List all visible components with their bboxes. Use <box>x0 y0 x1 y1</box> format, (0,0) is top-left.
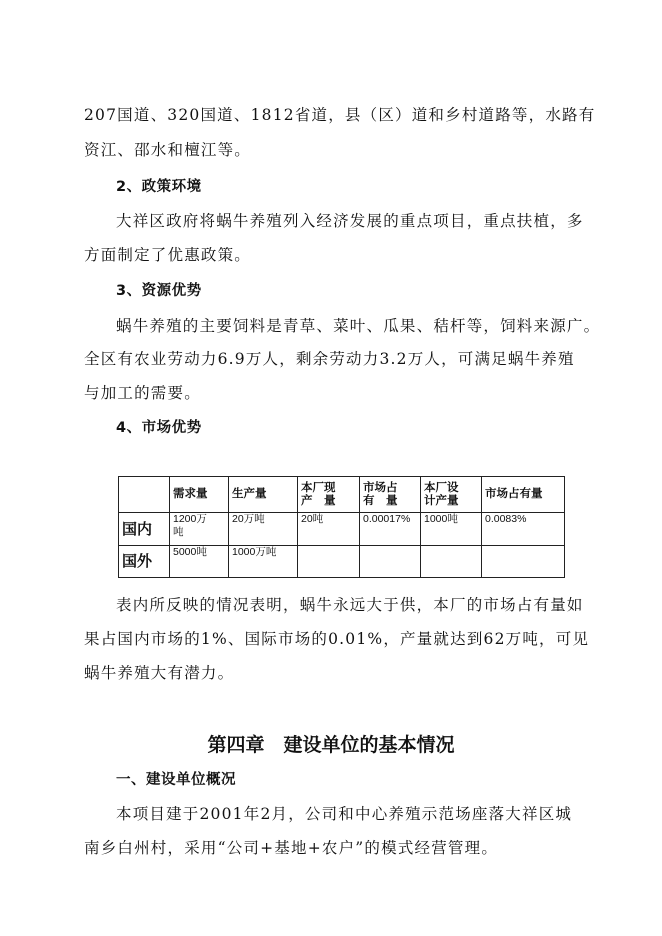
analysis-line-2: 果占国内市场的1%、国际市场的0.01%，产量就达到62万吨，可见 <box>84 630 590 648</box>
chapter4-line-2: 南乡白州村，采用“公司+基地+农户”的模式经营管理。 <box>84 839 499 857</box>
header-share-total: 市场占有量 <box>482 477 565 513</box>
table-row <box>119 513 565 546</box>
foreign-share-total <box>482 546 565 578</box>
domestic-own-current: 20吨 <box>298 513 360 546</box>
domestic-demand-line-1: 1200万 <box>173 513 207 525</box>
header-share <box>360 477 421 513</box>
foreign-own-current <box>298 546 360 578</box>
header-demand: 需求量 <box>170 477 229 513</box>
row-label-foreign: 国外 <box>119 546 170 578</box>
resource-line-2: 全区有农业劳动力6.9万人，剩余劳动力3.2万人，可满足蜗牛养殖 <box>84 350 575 368</box>
analysis-line-1: 表内所反映的情况表明，蜗牛永远大于供，本厂的市场占有量如 <box>116 596 584 614</box>
header-share-line-2: 有 量 <box>363 494 398 507</box>
domestic-share: 0.00017% <box>360 513 421 546</box>
foreign-production: 1000万吨 <box>229 546 298 578</box>
header-own-design-line-2: 计产量 <box>424 494 459 507</box>
domestic-demand <box>170 513 229 546</box>
header-own-current-line-2: 产 量 <box>301 494 336 507</box>
table-row <box>119 546 565 578</box>
foreign-own-design <box>421 546 482 578</box>
header-production: 生产量 <box>229 477 298 513</box>
section-1-heading: 一、建设单位概况 <box>116 772 236 788</box>
market-heading: 4、市场优势 <box>116 420 202 436</box>
table-corner-cell <box>119 477 170 513</box>
header-own-current <box>298 477 360 513</box>
domestic-production: 20万吨 <box>229 513 298 546</box>
domestic-own-design: 1000吨 <box>421 513 482 546</box>
chapter-title: 第四章 建设单位的基本情况 <box>207 734 455 756</box>
row-label-domestic: 国内 <box>119 513 170 546</box>
domestic-share-total: 0.0083% <box>482 513 565 546</box>
foreign-demand: 5000吨 <box>170 546 229 578</box>
transport-line-1: 207国道、320国道、1812省道，县（区）道和乡村道路等，水路有 <box>84 106 596 124</box>
foreign-share <box>360 546 421 578</box>
analysis-line-3: 蜗牛养殖大有潜力。 <box>84 664 235 682</box>
policy-line-1: 大祥区政府将蜗牛养殖列入经济发展的重点项目，重点扶植，多 <box>116 212 584 230</box>
header-own-current-line-1: 本厂现 <box>301 481 336 494</box>
chapter4-line-1: 本项目建于2001年2月，公司和中心养殖示范场座落大祥区城 <box>116 805 573 823</box>
resource-line-1: 蜗牛养殖的主要饲料是青草、菜叶、瓜果、秸杆等，饲料来源广。 <box>116 317 601 335</box>
transport-line-2: 资江、邵水和檀江等。 <box>84 141 252 159</box>
policy-heading: 2、政策环境 <box>116 179 202 195</box>
resource-line-3: 与加工的需要。 <box>84 384 201 402</box>
domestic-demand-line-2: 吨 <box>173 526 184 538</box>
header-share-line-1: 市场占 <box>363 481 398 494</box>
resource-heading: 3、资源优势 <box>116 283 202 299</box>
header-own-design-line-1: 本厂设 <box>424 481 459 494</box>
header-own-design <box>421 477 482 513</box>
market-table <box>118 476 565 578</box>
policy-line-2: 方面制定了优惠政策。 <box>84 246 252 264</box>
